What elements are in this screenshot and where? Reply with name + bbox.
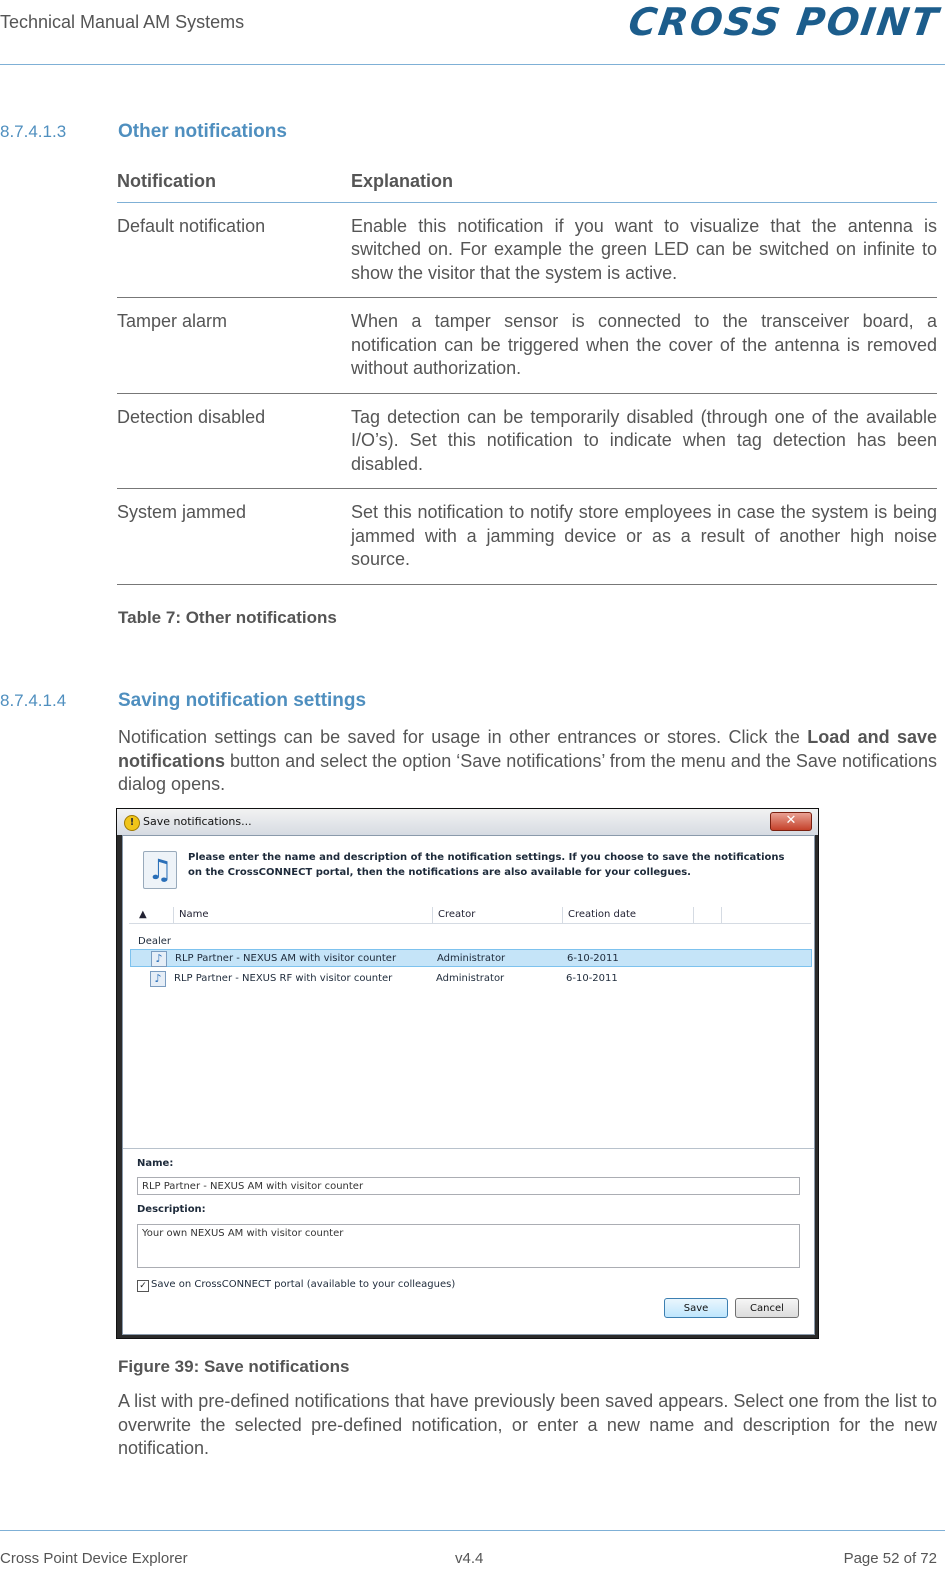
column-separator: [173, 907, 174, 923]
paragraph-text: Notification settings can be saved for usage in other entrances or stores. Click the: [118, 727, 808, 747]
list-item[interactable]: [130, 949, 812, 967]
section-number: 8.7.4.1.4: [0, 691, 67, 710]
footer-rule: [0, 1530, 945, 1531]
notification-file-icon: ♪: [151, 951, 167, 967]
item-name: RLP Partner - NEXUS AM with visitor counter: [175, 953, 397, 964]
music-note-icon: ♫: [143, 851, 177, 889]
notifications-table: [117, 166, 937, 585]
section-title: Saving notification settings: [118, 690, 367, 711]
table-cell-notification: Tamper alarm: [117, 298, 351, 394]
sort-arrow-icon[interactable]: ▲: [139, 909, 147, 920]
item-creator: Administrator: [436, 973, 505, 984]
list-item[interactable]: [130, 970, 812, 988]
dialog-titlebar[interactable]: [117, 809, 818, 835]
column-creation-date[interactable]: Creation date: [568, 909, 637, 920]
table-cell-explanation: Tag detection can be temporarily disabled (through one of the available I/O’s). Set this notification to indicate when tag detection has been disabled.: [351, 393, 937, 489]
column-separator: [721, 907, 722, 923]
table-header-row: [117, 166, 937, 202]
section-number: 8.7.4.1.3: [0, 122, 67, 141]
header-rule: [0, 64, 945, 65]
cross-point-logo: CROSS POINT: [625, 0, 943, 44]
table-cell-explanation: When a tamper sensor is connected to the transceiver board, a notification can be triggered when the cover of the antenna is removed without authorization.: [351, 298, 937, 394]
dialog-instructions: Please enter the name and description of the notification settings. If you choose to save the notifications on the CrossCONNECT portal, then the notifications are also available for your collegues.: [188, 852, 785, 878]
document-title: Technical Manual AM Systems: [0, 12, 245, 32]
name-input[interactable]: RLP Partner - NEXUS AM with visitor counter: [137, 1177, 800, 1195]
table-cell-notification: Default notification: [117, 202, 351, 298]
column-creator[interactable]: Creator: [438, 909, 476, 920]
save-button[interactable]: Save: [664, 1298, 728, 1318]
paragraph-text: button and select the option ‘Save notifications’ from the menu and the Save notifications dialog opens.: [118, 750, 937, 794]
table-cell-explanation: Enable this notification if you want to visualize that the antenna is switched on. For example the green LED can be switched on infinite to show the visitor that the system is active.: [351, 202, 937, 298]
description-label: Description:: [137, 1204, 206, 1215]
table-cell-notification: System jammed: [117, 489, 351, 585]
item-creator: Administrator: [437, 953, 506, 964]
save-on-portal-label: Save on CrossCONNECT portal (available to your colleagues): [151, 1279, 456, 1290]
table-row: [117, 489, 937, 585]
save-notifications-dialog: [116, 808, 819, 1339]
table-cell-notification: Detection disabled: [117, 393, 351, 489]
description-textarea[interactable]: Your own NEXUS AM with visitor counter: [137, 1224, 800, 1268]
column-separator: [693, 907, 694, 923]
item-name: RLP Partner - NEXUS RF with visitor counter: [174, 973, 393, 984]
closing-paragraph: A list with pre-defined notifications that have previously been saved appears. Select one from the list to overwrite the selected pre-defined notification, or enter a new name and description for the new notification.: [118, 1391, 937, 1458]
item-date: 6-10-2011: [567, 953, 619, 964]
close-button[interactable]: ✕: [770, 812, 812, 831]
intro-paragraph: [118, 726, 937, 797]
table-row: [117, 202, 937, 298]
item-date: 6-10-2011: [566, 973, 618, 984]
footer-page-number: Page 52 of 72: [843, 1550, 937, 1567]
footer-product: Cross Point Device Explorer: [0, 1550, 188, 1567]
cancel-button[interactable]: Cancel: [735, 1298, 799, 1318]
table-header-explanation: Explanation: [351, 166, 937, 202]
table-row: [117, 298, 937, 394]
button-reference: Load and save notifications: [118, 727, 937, 771]
warning-icon: !: [124, 815, 140, 831]
section-divider: [123, 1148, 814, 1149]
name-label: Name:: [137, 1158, 174, 1169]
footer-version: v4.4: [455, 1550, 484, 1567]
list-column-header: [129, 907, 811, 924]
column-separator: [432, 907, 433, 923]
save-on-portal-checkbox[interactable]: ✓: [137, 1280, 149, 1292]
dialog-body: [122, 835, 815, 1335]
figure-caption: Figure 39: Save notifications: [118, 1357, 350, 1376]
table-cell-explanation: Set this notification to notify store employees in case the system is being jammed with a jamming device or as a result of another high noise source.: [351, 489, 937, 585]
column-name[interactable]: Name: [179, 909, 209, 920]
dialog-title: Save notifications...: [143, 815, 252, 828]
table-row: [117, 393, 937, 489]
section-title: Other notifications: [118, 121, 287, 142]
table-caption: Table 7: Other notifications: [118, 608, 337, 627]
notification-file-icon: ♪: [150, 971, 166, 987]
group-header: Dealer: [138, 936, 172, 947]
column-separator: [562, 907, 563, 923]
table-header-notification: Notification: [117, 166, 351, 202]
